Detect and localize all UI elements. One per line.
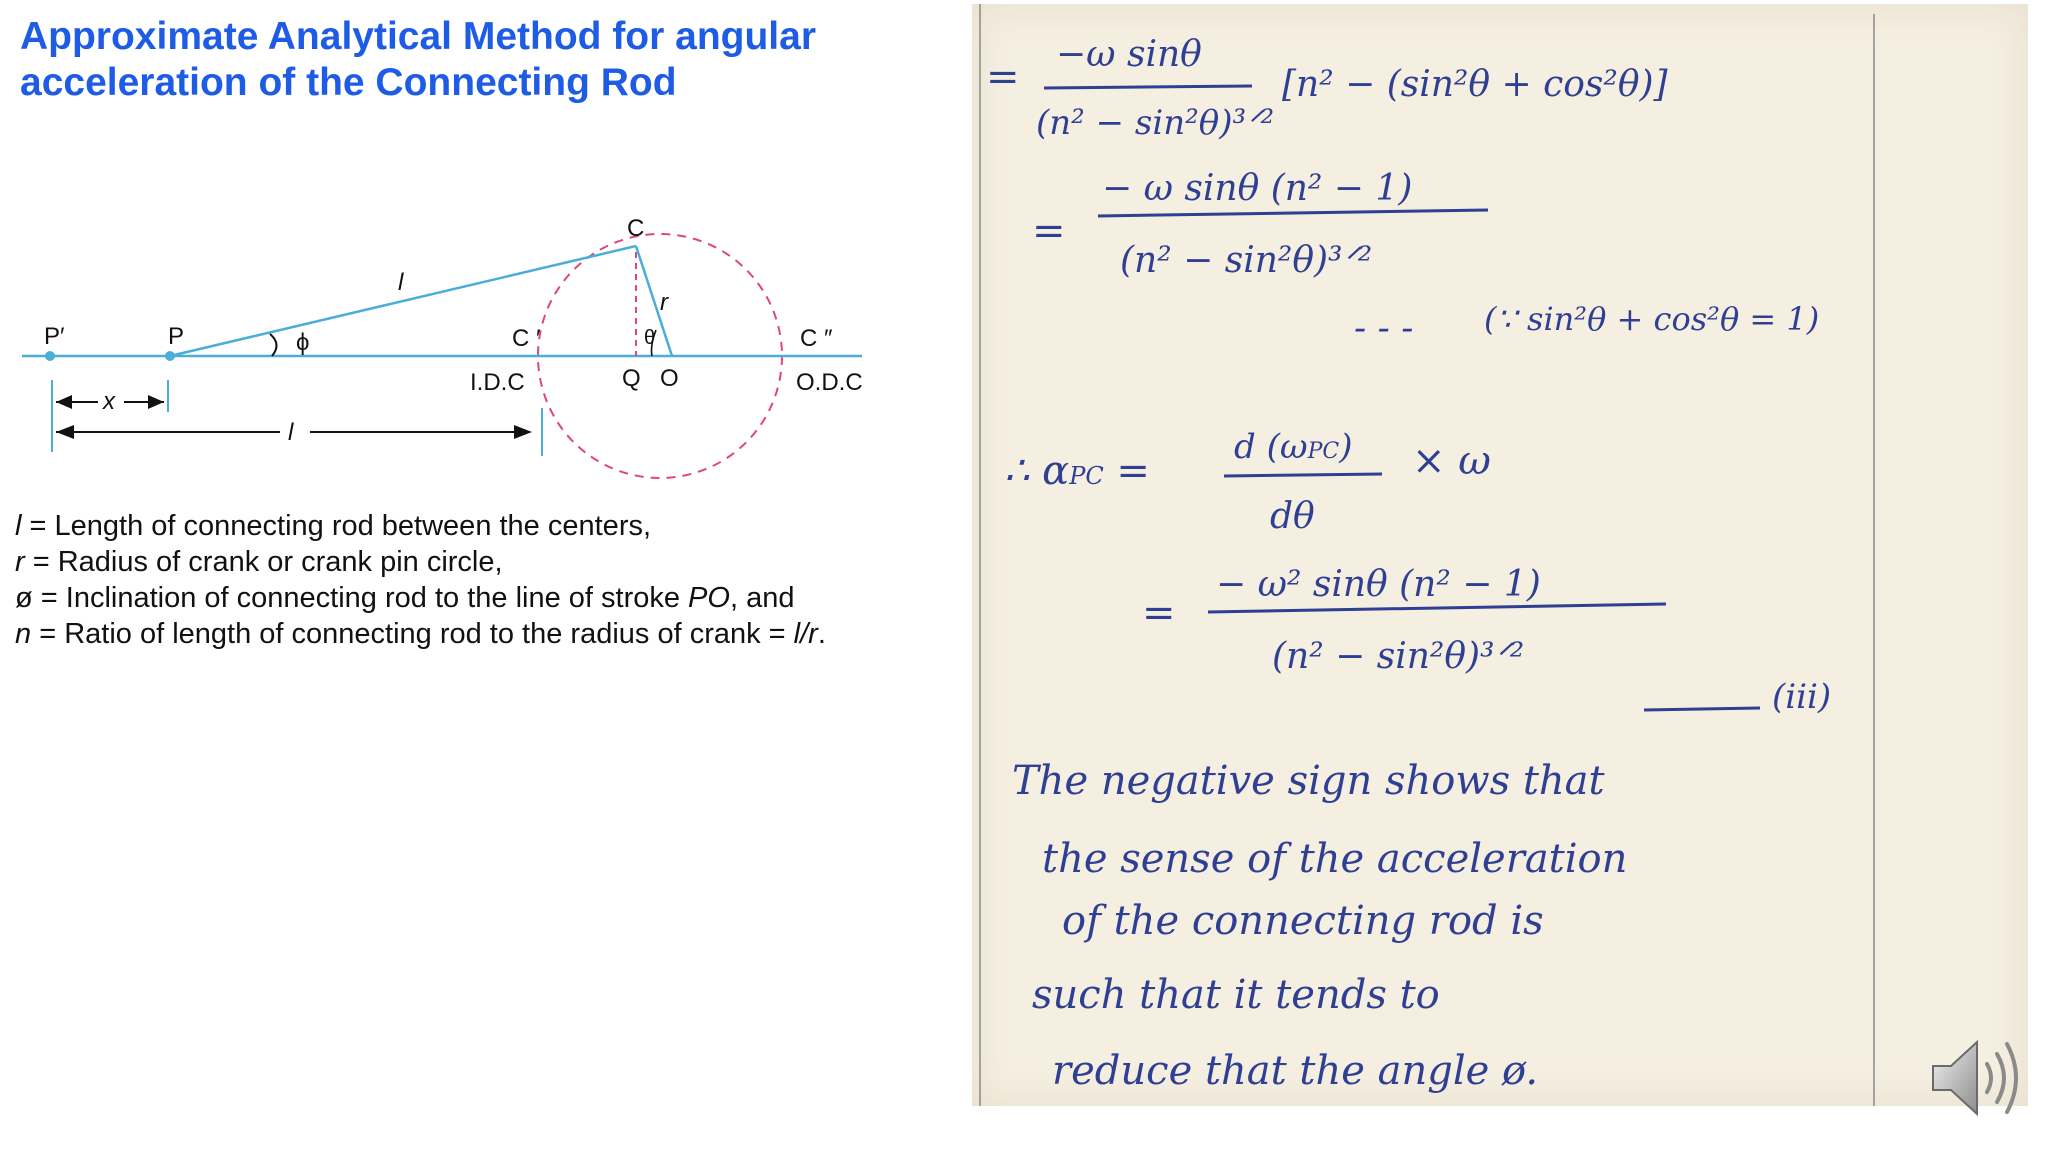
label-crank-radius: r: [660, 289, 668, 316]
slide-title-line-1: Approximate Analytical Method for angular: [20, 15, 816, 58]
label-rod-length: l: [398, 269, 404, 296]
eq3-equals: =: [1142, 590, 1176, 636]
sentence-line-1: The negative sign shows that: [1012, 758, 1605, 804]
label-q: Q: [622, 365, 641, 392]
definition-l: l = Length of connecting rod between the centers,: [15, 510, 652, 542]
eq3-numerator: − ω² sinθ (n² − 1): [1216, 564, 1541, 605]
sentence-line-5: reduce that the angle ø.: [1052, 1048, 1539, 1094]
slide-title: [20, 14, 920, 106]
eq3-denominator: (n² − sin²θ)³ᐟ²: [1272, 636, 1525, 677]
label-stroke-length: l: [288, 419, 294, 446]
phi-angle-arc: [270, 334, 277, 356]
dim-l-left-arrow: [56, 425, 74, 439]
eq-tag: (iii): [1772, 677, 1832, 717]
definition-n: n = Ratio of length of connecting rod to the radius of crank = l/r.: [15, 618, 826, 650]
speaker-icon[interactable]: [1925, 1028, 2025, 1128]
label-p-prime: P′: [44, 323, 65, 350]
slider-crank-diagram: [0, 200, 880, 480]
sentence-line-4: such that it tends to: [1032, 972, 1440, 1018]
point-p-prime: [45, 351, 55, 361]
label-c: C: [627, 215, 645, 242]
sentence-line-2: the sense of the acceleration: [1042, 836, 1628, 882]
connecting-rod: [170, 246, 636, 356]
eq1-numerator: −ω sinθ: [1056, 34, 1202, 75]
eq1-denominator: (n² − sin²θ)³ᐟ²: [1036, 103, 1275, 143]
slide-title-line-2: acceleration of the Connecting Rod: [20, 61, 677, 104]
definition-phi: ø = Inclination of connecting rod to the line of stroke PO, and: [15, 582, 795, 614]
accel-numerator: d (ωPC): [1234, 427, 1353, 467]
identity-note: (∵ sin²θ + cos²θ = 1): [1484, 300, 1820, 338]
accel-fraction-bar: [1224, 474, 1382, 476]
definition-r: r = Radius of crank or crank pin circle,: [15, 546, 503, 578]
accel-denominator: dθ: [1270, 496, 1315, 537]
identity-dashes: - - -: [1354, 308, 1414, 349]
eq1-equals: =: [986, 54, 1020, 100]
handwritten-notes: [972, 4, 2028, 1106]
eq2-numerator: − ω sinθ (n² − 1): [1102, 168, 1413, 209]
label-idc: I.D.C: [470, 369, 525, 396]
eq2-fraction-bar: [1098, 210, 1488, 216]
label-theta: θ: [644, 327, 656, 349]
dim-x-right-arrow: [148, 395, 164, 409]
sentence-line-3: of the connecting rod is: [1062, 898, 1544, 944]
dim-x-left-arrow: [56, 395, 72, 409]
label-odc: O.D.C: [796, 369, 863, 396]
label-c-double-prime: C ″: [800, 325, 833, 352]
accel-lhs: ∴ αPC =: [1004, 448, 1150, 494]
eq1-bracket: [n² − (sin²θ + cos²θ)]: [1282, 64, 1668, 105]
accel-times: × ω: [1412, 438, 1491, 484]
handwritten-notes-sheet: [972, 4, 2028, 1106]
eq3-fraction-bar: [1208, 604, 1666, 612]
label-o: O: [660, 365, 679, 392]
eq1-fraction-bar: [1044, 86, 1252, 88]
point-p: [165, 351, 175, 361]
dim-l-right-arrow: [514, 425, 532, 439]
eq2-denominator: (n² − sin²θ)³ᐟ²: [1120, 240, 1373, 281]
eq-tag-dash: [1644, 708, 1760, 710]
eq2-equals: =: [1032, 208, 1066, 254]
label-p: P: [168, 323, 185, 350]
label-phi: ϕ: [296, 329, 310, 356]
symbol-definitions: [15, 508, 915, 652]
label-x: x: [103, 388, 115, 415]
label-c-prime: C ′: [512, 325, 541, 352]
